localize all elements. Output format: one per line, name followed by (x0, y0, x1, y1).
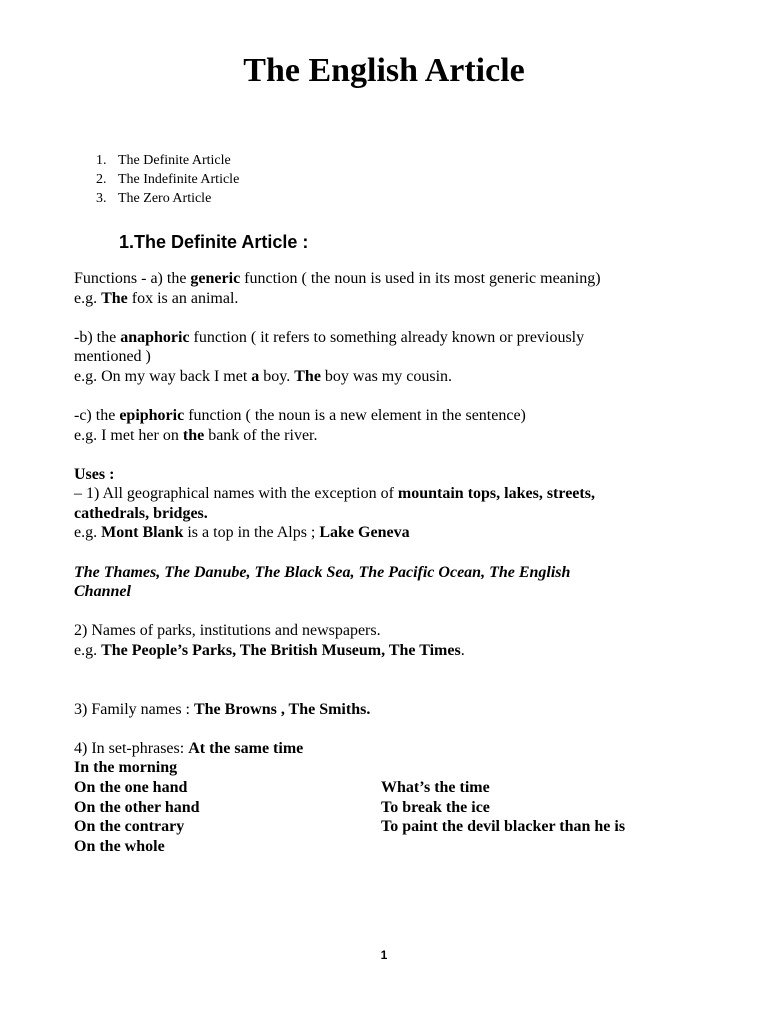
page-title: The English Article (243, 52, 525, 89)
toc-item-1[interactable] (96, 153, 231, 169)
phrase-left-3: On the other hand (74, 799, 200, 816)
function-c-example: e.g. I met her on the bank of the river. (74, 427, 318, 444)
use-1-example: e.g. Mont Blank is a top in the Alps ; Lake Geneva (74, 524, 410, 541)
toc-text: The Zero Article (118, 191, 212, 206)
phrase-left-2: On the one hand (74, 779, 188, 796)
uses-heading: Uses : (74, 466, 115, 483)
toc-number: 3. (96, 191, 107, 206)
toc-item-2[interactable] (96, 172, 239, 188)
toc-item-3[interactable] (96, 191, 211, 207)
use-1-line: – 1) All geographical names with the exception of mountain tops, lakes, streets, (74, 485, 595, 502)
use-2-example: e.g. The People’s Parks, The British Museum, The Times. (74, 642, 465, 659)
toc-number: 1. (96, 153, 107, 168)
use-1-line-2: cathedrals, bridges. (74, 505, 208, 522)
function-b-line: -b) the anaphoric function ( it refers to something already known or previously (74, 329, 585, 346)
page-number: 1 (380, 948, 388, 962)
toc-text: The Indefinite Article (118, 172, 240, 187)
use-1-italic-examples-2: Channel (74, 583, 131, 600)
function-c-line: -c) the epiphoric function ( the noun is a new element in the sentence) (74, 407, 526, 424)
function-b-line-2: mentioned ) (74, 348, 151, 365)
phrase-left-5: On the whole (74, 838, 165, 855)
phrase-left-1: In the morning (74, 759, 178, 776)
use-2-line: 2) Names of parks, institutions and newspapers. (74, 622, 381, 639)
phrase-left-4: On the contrary (74, 818, 185, 835)
use-1-italic-examples: The Thames, The Danube, The Black Sea, The Pacific Ocean, The English (74, 564, 571, 581)
use-4-line: 4) In set-phrases: At the same time (74, 740, 304, 757)
use-3-line: 3) Family names : The Browns , The Smiths. (74, 701, 371, 718)
phrase-right-2: To break the ice (381, 799, 490, 816)
function-a-line: Functions - a) the generic function ( the noun is used in its most generic meaning) (74, 270, 601, 287)
toc-number: 2. (96, 172, 107, 187)
phrase-right-3: To paint the devil blacker than he is (381, 818, 626, 835)
function-b-example: e.g. On my way back I met a boy. The boy was my cousin. (74, 368, 453, 385)
phrase-right-1: What’s the time (381, 779, 490, 796)
toc-text: The Definite Article (118, 153, 231, 168)
section-heading: 1.The Definite Article : (119, 232, 309, 252)
function-a-example: e.g. The fox is an animal. (74, 290, 239, 307)
